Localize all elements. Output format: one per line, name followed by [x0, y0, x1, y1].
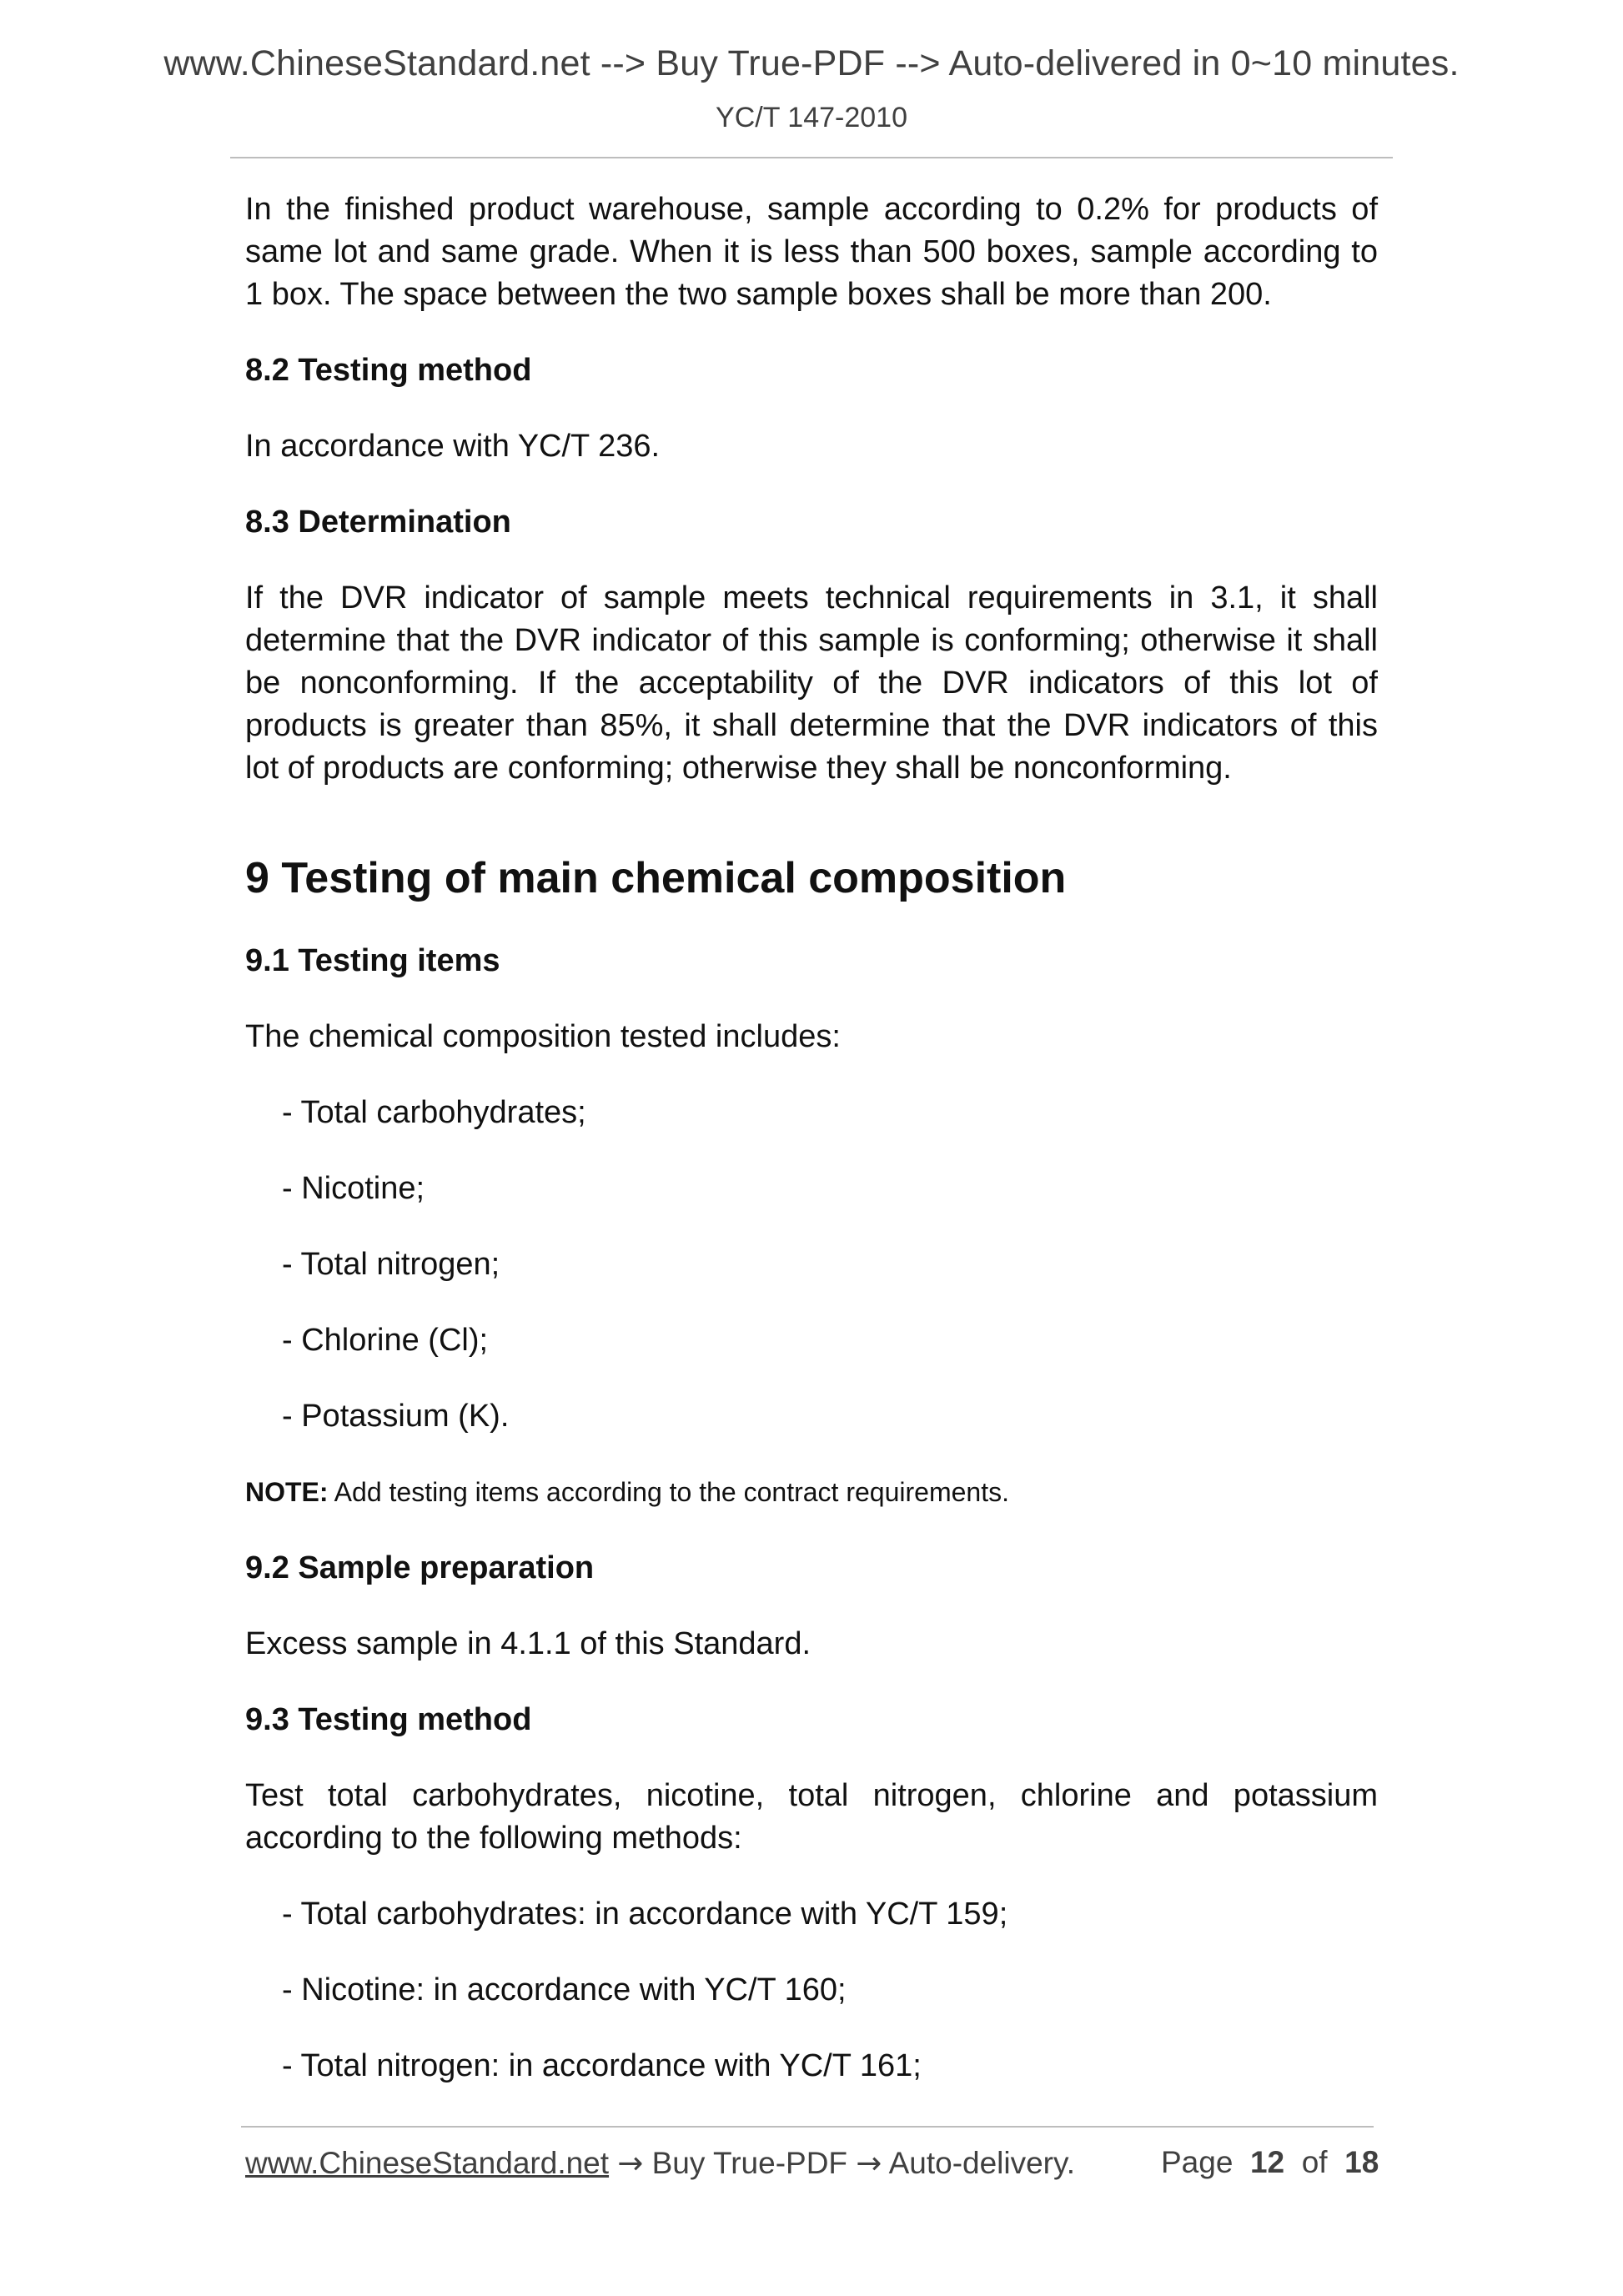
arrow-right-icon: →	[856, 2145, 882, 2181]
header-banner: www.ChineseStandard.net --> Buy True-PDF --> Auto-delivered in 0~10 minutes.	[163, 43, 1460, 83]
page-label: Page	[1161, 2145, 1234, 2179]
section-8-3-text: If the DVR indicator of sample meets technical requirements in 3.1, it shall determine that the DVR indicator of this sample is conforming; otherwise it shall be nonconforming. If the acceptability of the DVR indicators of this lot of products is greater than 85%, it shall determine that the DVR indicators of this lot of products are conforming; otherwise they shall be nonconforming.	[245, 580, 1378, 786]
section-9-1-heading: 9.1 Testing items	[245, 943, 500, 978]
list-item: - Chlorine (Cl);	[282, 1323, 489, 1358]
list-item: - Total nitrogen;	[282, 1247, 500, 1282]
intro-paragraph: In the finished product warehouse, sample according to 0.2% for products of same lot and same grade. When it is less than 500 boxes, sample according to 1 box. The space between the two sample boxes shall be more than 200.	[245, 192, 1378, 312]
document-body	[245, 188, 1378, 2121]
list-item: - Nicotine;	[282, 1171, 425, 1206]
note-label: NOTE:	[245, 1477, 329, 1507]
section-9-1-intro: The chemical composition tested includes:	[245, 1019, 841, 1054]
header-divider	[230, 157, 1393, 158]
list-item: - Total carbohydrates;	[282, 1095, 586, 1130]
section-9-2-text: Excess sample in 4.1.1 of this Standard.	[245, 1626, 812, 1661]
section-9-heading: 9 Testing of main chemical composition	[245, 854, 1067, 902]
note	[245, 1471, 1378, 1514]
page-indicator	[1161, 2145, 1379, 2180]
list-item: - Potassium (K).	[282, 1399, 510, 1434]
section-9-3-heading: 9.3 Testing method	[245, 1702, 532, 1737]
footer-delivery-text: Auto-delivery.	[888, 2146, 1076, 2180]
section-8-2-text: In accordance with YC/T 236.	[245, 429, 661, 464]
list-item: - Total nitrogen: in accordance with YC/T 161;	[282, 2048, 922, 2083]
section-9-3-intro: Test total carbohydrates, nicotine, total nitrogen, chlorine and potassium according to the following methods:	[245, 1778, 1378, 1856]
footer-divider	[241, 2126, 1374, 2128]
page-current: 12	[1249, 2145, 1285, 2179]
list-item: - Nicotine: in accordance with YC/T 160;	[282, 1972, 847, 2007]
footer-buy-text: Buy True-PDF	[651, 2146, 848, 2180]
standard-code: YC/T 147-2010	[716, 102, 907, 133]
list-item: - Total carbohydrates: in accordance with YC/T 159;	[282, 1897, 1008, 1932]
footer-promo	[245, 2145, 1075, 2181]
of-label: of	[1301, 2145, 1328, 2179]
section-9-2-heading: 9.2 Sample preparation	[245, 1550, 595, 1585]
note-text: Add testing items according to the contract requirements.	[328, 1477, 1009, 1507]
footer-site-link[interactable]: www.ChineseStandard.net	[245, 2146, 610, 2180]
arrow-right-icon: →	[617, 2145, 644, 2181]
page-total: 18	[1344, 2145, 1379, 2179]
section-8-2-heading: 8.2 Testing method	[245, 353, 532, 388]
section-8-3-heading: 8.3 Determination	[245, 505, 511, 540]
